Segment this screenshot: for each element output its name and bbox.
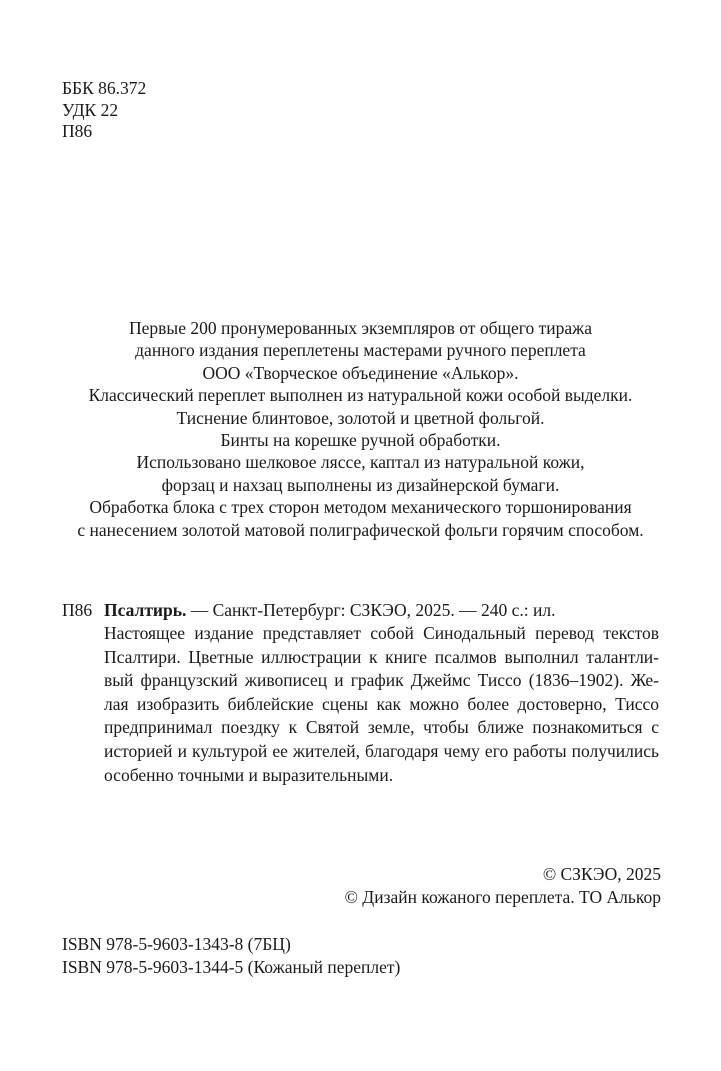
edition-note-line: данного издания переплетены мастерами ручного переплета bbox=[135, 340, 586, 361]
copyright-line: © Дизайн кожаного переплета. ТО Алькор bbox=[344, 887, 661, 907]
edition-notes bbox=[20, 317, 701, 541]
bbk-code: ББК 86.372 bbox=[62, 78, 147, 98]
edition-note-line: Бинты на корешке ручной обработки. bbox=[220, 430, 501, 451]
edition-note-line: ООО «Творческое объединение «Алькор». bbox=[202, 362, 519, 383]
isbn-line: ISBN 978-5-9603-1343-8 (7БЦ) bbox=[62, 934, 291, 954]
catalog-headline bbox=[104, 599, 555, 621]
edition-note-line: форзац и нахзац выполнены из дизайнерской бумаги. bbox=[161, 474, 560, 495]
annotation-line: Псалтири. Цветные иллюстрации к книге псалмов выполнил талантли- bbox=[104, 646, 659, 667]
imprint: — Санкт-Петербург: СЗКЭО, 2025. — 240 с.: ил. bbox=[186, 600, 556, 620]
copyright-line: © СЗКЭО, 2025 bbox=[542, 864, 661, 884]
book-title: Псалтирь. bbox=[104, 600, 187, 620]
annotation bbox=[104, 622, 659, 787]
isbn-line: ISBN 978-5-9603-1344-5 (Кожаный переплет) bbox=[62, 956, 401, 977]
annotation-line: историей и культурой ее жителей, благодаря чему его работы получились bbox=[104, 740, 659, 761]
annotation-line: особенно точными и выразительными. bbox=[104, 764, 394, 785]
udk-code: УДК 22 bbox=[62, 99, 119, 120]
edition-note-line: Использовано шелковое ляссе, каптал из натуральной кожи, bbox=[136, 452, 585, 473]
edition-note-line: Обработка блока с трех сторон методом механического торшонирования bbox=[89, 497, 632, 518]
author-mark: П86 bbox=[62, 121, 93, 141]
classification-codes bbox=[62, 78, 146, 143]
edition-note-line: Тиснение блинтовое, золотой и цветной фольгой. bbox=[176, 407, 545, 428]
isbn-block bbox=[62, 933, 400, 978]
edition-note-line: Первые 200 пронумерованных экземпляров от общего тиража bbox=[129, 318, 592, 338]
annotation-line: Настоящее издание представляет собой Синодальный перевод текстов bbox=[104, 623, 659, 643]
annotation-line: предпринимал поездку к Святой земле, чтобы ближе познакомиться с bbox=[104, 717, 659, 738]
annotation-line: вый французский живописец и график Джеймс Тиссо (1836–1902). Же- bbox=[104, 670, 659, 691]
edition-note-line: с нанесением золотой матовой полиграфической фольги горячим способом. bbox=[77, 519, 644, 540]
copyright-block bbox=[345, 863, 661, 909]
edition-note-line: Классический переплет выполнен из натуральной кожи особой выделки. bbox=[88, 385, 633, 406]
catalog-code: П86 bbox=[62, 600, 93, 620]
annotation-line: лая изобразить библейские сцены как можно более достоверно, Тиссо bbox=[104, 693, 659, 714]
